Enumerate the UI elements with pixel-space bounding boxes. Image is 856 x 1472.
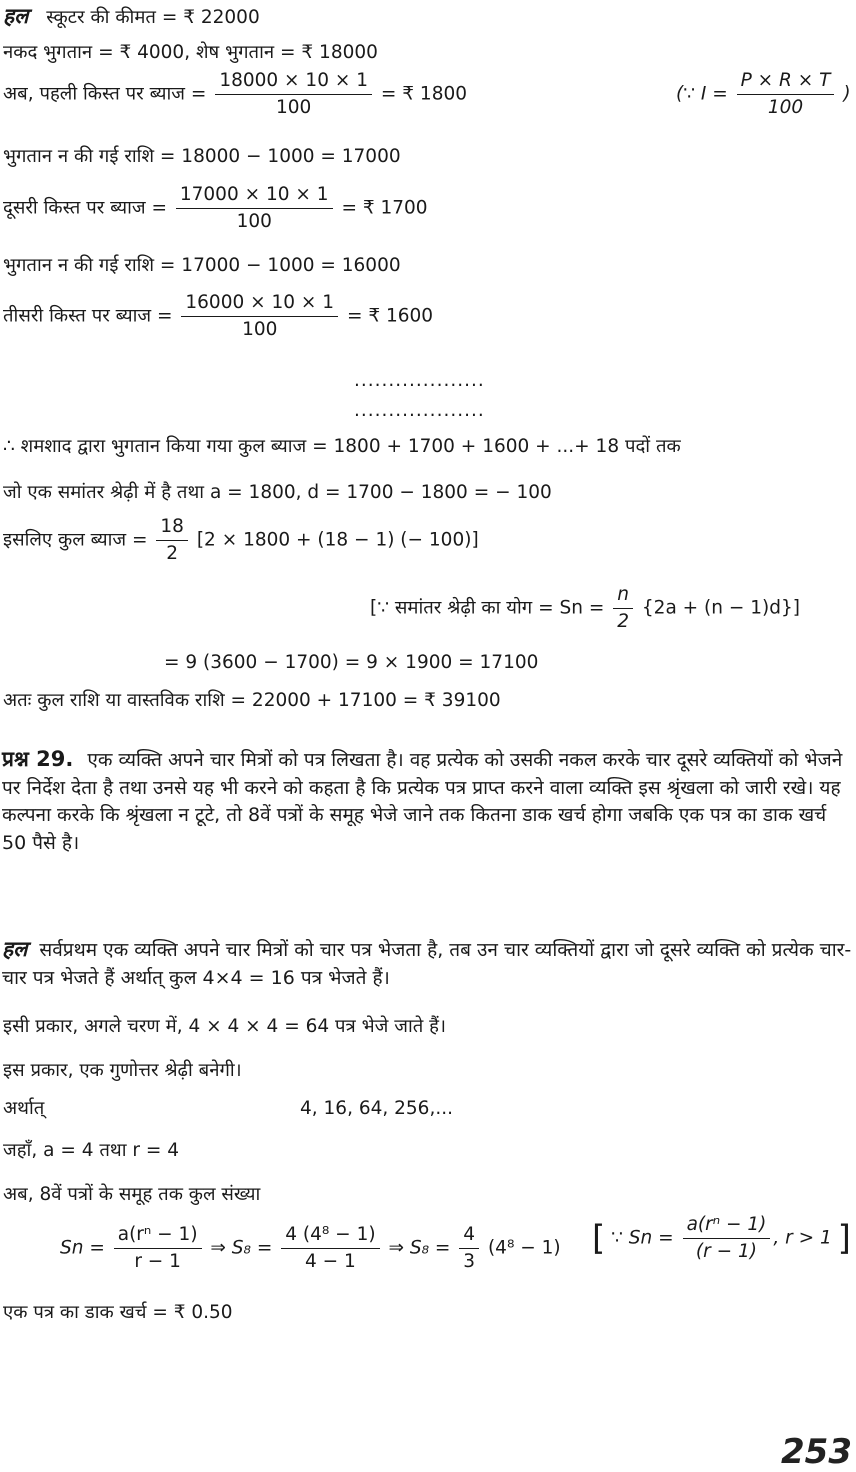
denominator: 2 [617, 610, 630, 632]
result: = ₹ 1600 [346, 305, 434, 327]
total-interest-formula [3, 518, 479, 563]
solution-2-para [2, 934, 852, 992]
total-count-line: अब, 8वें पत्रों के समूह तक कुल संख्या [3, 1184, 261, 1205]
denominator: r − 1 [134, 1250, 181, 1272]
unpaid-amount-1: भुगतान न की गई राशि = 18000 − 1000 = 17000 [3, 146, 401, 167]
numerator: 4 (4⁸ − 1) [281, 1226, 379, 1249]
ellipsis-row-1: ................... [354, 370, 485, 391]
denominator: (r − 1) [695, 1240, 757, 1262]
fraction-3 [459, 1226, 479, 1271]
fraction-2 [281, 1226, 379, 1271]
sn-label: Sn = [60, 1237, 105, 1259]
solution-text: सर्वप्रथम एक व्यक्ति अपने चार मित्रों को चार पत्र भेजता है, तब उन चार व्यक्तियों द्वारा जो दूसरे व्यक्ति को प्रत्येक चार-चार पत्र भेजते हैं अर्थात् कुल 4×4 = 16 पत्र भेजते हैं। [2, 939, 852, 989]
ellipsis-row-2: ................... [354, 400, 485, 421]
numerator: 18 [156, 518, 188, 541]
third-installment-interest [3, 294, 433, 339]
unpaid-amount-2: भुगतान न की गई राशि = 17000 − 1000 = 16000 [3, 255, 401, 276]
text: अर्थात् [3, 1098, 45, 1119]
hal-label: हल [3, 4, 29, 28]
solution-line-1 [3, 6, 260, 28]
fraction [156, 518, 188, 563]
sequence-line [3, 1100, 44, 1119]
fraction-4 [683, 1216, 771, 1261]
ap-line: जो एक समांतर श्रेढ़ी में है तथा a = 1800, d = 1700 − 1800 = − 100 [3, 482, 552, 503]
total-amount-line: अतः कुल राशि या वास्तविक राशि = 22000 + 17100 = ₹ 39100 [3, 690, 501, 711]
cash-payment-line: नकद भुगतान = ₹ 4000, शेष भुगतान = ₹ 18000 [3, 42, 378, 63]
gp-line: इस प्रकार, एक गुणोत्तर श्रेढ़ी बनेगी। [3, 1060, 242, 1081]
denominator: 4 − 1 [305, 1250, 356, 1272]
bracket-expression: {2a + (n − 1)d}] [641, 597, 800, 619]
scooter-price: स्कूटर की कीमत = ₹ 22000 [46, 7, 260, 28]
next-step-line: इसी प्रकार, अगले चरण में, 4 × 4 × 4 = 64 पत्र भेजे जाते हैं। [3, 1016, 446, 1037]
implies-1: ⇒ S₈ = [210, 1237, 273, 1259]
formula-lhs: (∵ I = [676, 83, 728, 105]
calc-line: = 9 (3600 − 1700) = 9 × 1900 = 17100 [164, 652, 539, 673]
postage-cost-line: एक पत्र का डाक खर्च = ₹ 0.50 [3, 1302, 233, 1323]
text: तीसरी किस्त पर ब्याज = [3, 305, 173, 327]
fraction-1 [114, 1226, 202, 1271]
interest-formula [676, 72, 851, 117]
fraction [176, 186, 333, 231]
text: दूसरी किस्त पर ब्याज = [3, 197, 167, 219]
expression: (4⁸ − 1) [487, 1237, 561, 1259]
formula-lhs: ∵ Sn = [611, 1227, 674, 1249]
second-installment-interest [3, 186, 428, 231]
result: = ₹ 1700 [341, 197, 428, 219]
ap-sum-formula [370, 586, 800, 631]
gp-params: जहाँ, a = 4 तथा r = 4 [3, 1140, 180, 1161]
denominator: 100 [767, 96, 804, 118]
page-number: 253 [781, 1432, 852, 1472]
numerator: 18000 × 10 × 1 [215, 72, 372, 95]
denominator: 3 [463, 1250, 476, 1272]
denominator: 100 [242, 318, 278, 340]
first-installment-interest [3, 72, 467, 117]
question-29 [2, 744, 852, 857]
numerator: 16000 × 10 × 1 [181, 294, 338, 317]
text: अब, पहली किस्त पर ब्याज = [3, 83, 207, 105]
right-bracket: ] [837, 1218, 851, 1259]
gp-sum-derivation [60, 1226, 561, 1271]
fraction [613, 586, 633, 631]
left-bracket: [ [592, 1218, 606, 1259]
text: इसलिए कुल ब्याज = [3, 529, 148, 551]
fraction [215, 72, 372, 117]
denominator: 100 [236, 210, 272, 232]
formula-close: ) [843, 83, 851, 105]
formula-fraction [737, 72, 835, 117]
hal-label-2: हल [2, 937, 28, 961]
numerator: 4 [459, 1226, 479, 1249]
numerator: a(rⁿ − 1) [683, 1216, 771, 1239]
result: = ₹ 1800 [380, 83, 468, 105]
fraction [181, 294, 338, 339]
implies-2: ⇒ S₈ = [388, 1237, 451, 1259]
numerator: 17000 × 10 × 1 [176, 186, 333, 209]
denominator: 2 [166, 542, 179, 564]
numerator: a(rⁿ − 1) [114, 1226, 202, 1249]
total-interest-line: ∴ शमशाद द्वारा भुगतान किया गया कुल ब्याज = 1800 + 1700 + 1600 + ...+ 18 पदों तक [3, 436, 681, 457]
question-text: एक व्यक्ति अपने चार मित्रों को पत्र लिखता है। वह प्रत्येक को उसकी नकल करके चार दूसरे व्यक्तियों को भेजने पर निर्देश देता है तथा उनसे यह भी करने को कहता है कि प्रत्येक पत्र प्राप्त करने वाला व्यक्ति इस श्रृंखला को जारी रखे। यह कल्पना करके कि श्रृंखला न टूटे, तो 8वें पत्रों के समूह भेजे जाने तक कितना डाक खर्च होगा जबकि एक पत्र का डाक खर्च 50 पैसे है। [2, 749, 843, 854]
numerator: P × R × T [737, 72, 835, 95]
condition: , r > 1 [773, 1227, 832, 1249]
question-label: प्रश्न 29. [2, 747, 74, 771]
text: [∵ समांतर श्रेढ़ी का योग = Sn = [370, 597, 605, 619]
gp-sequence: 4, 16, 64, 256,... [300, 1098, 453, 1119]
numerator: n [613, 586, 633, 609]
denominator: 100 [276, 96, 312, 118]
bracket-expression: [2 × 1800 + (18 − 1) (− 100)] [196, 529, 479, 551]
gp-sum-formula-box [592, 1216, 851, 1261]
